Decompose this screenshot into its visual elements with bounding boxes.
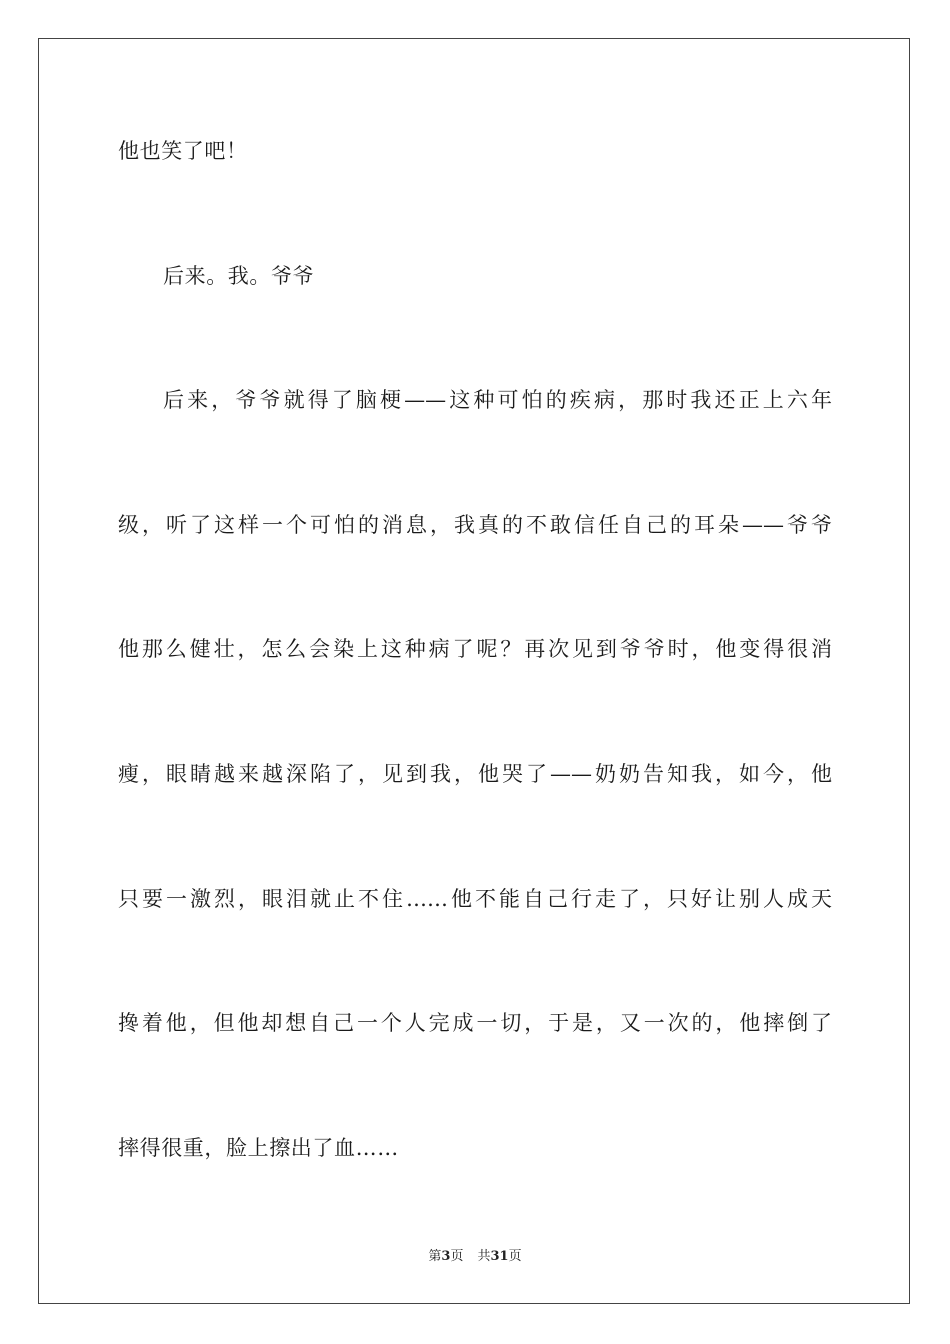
text-line-2: 后来。我。爷爷: [163, 264, 315, 288]
text-line-8: 搀着他，但他却想自己一个人完成一切，于是，又一次的，他摔倒了: [118, 1011, 832, 1035]
total-prefix: 共: [477, 1249, 491, 1264]
page-border: [38, 38, 910, 1304]
text-line-3: 后来，爷爷就得了脑梗——这种可怕的疾病，那时我还正上六年: [163, 388, 832, 412]
total-suffix: 页: [508, 1249, 522, 1264]
text-line-4: 级，听了这样一个可怕的消息，我真的不敢信任自己的耳朵——爷爷: [118, 513, 832, 537]
text-line-7: 只要一激烈，眼泪就止不住……他不能自己行走了，只好让别人成天: [118, 887, 832, 911]
text-line-5: 他那么健壮，怎么会染上这种病了呢？再次见到爷爷时，他变得很消: [118, 637, 832, 661]
page-number: 3: [441, 1249, 451, 1264]
text-line-1: 他也笑了吧！: [118, 139, 248, 163]
page-prefix: 第: [428, 1249, 442, 1264]
page-footer: [0, 1248, 950, 1266]
text-line-6: 瘦，眼睛越来越深陷了，见到我，他哭了——奶奶告知我，如今，他: [118, 762, 832, 786]
page-suffix: 页: [450, 1249, 464, 1264]
text-line-9: 摔得很重，脸上擦出了血……: [118, 1136, 399, 1160]
total-pages: 31: [490, 1249, 509, 1264]
